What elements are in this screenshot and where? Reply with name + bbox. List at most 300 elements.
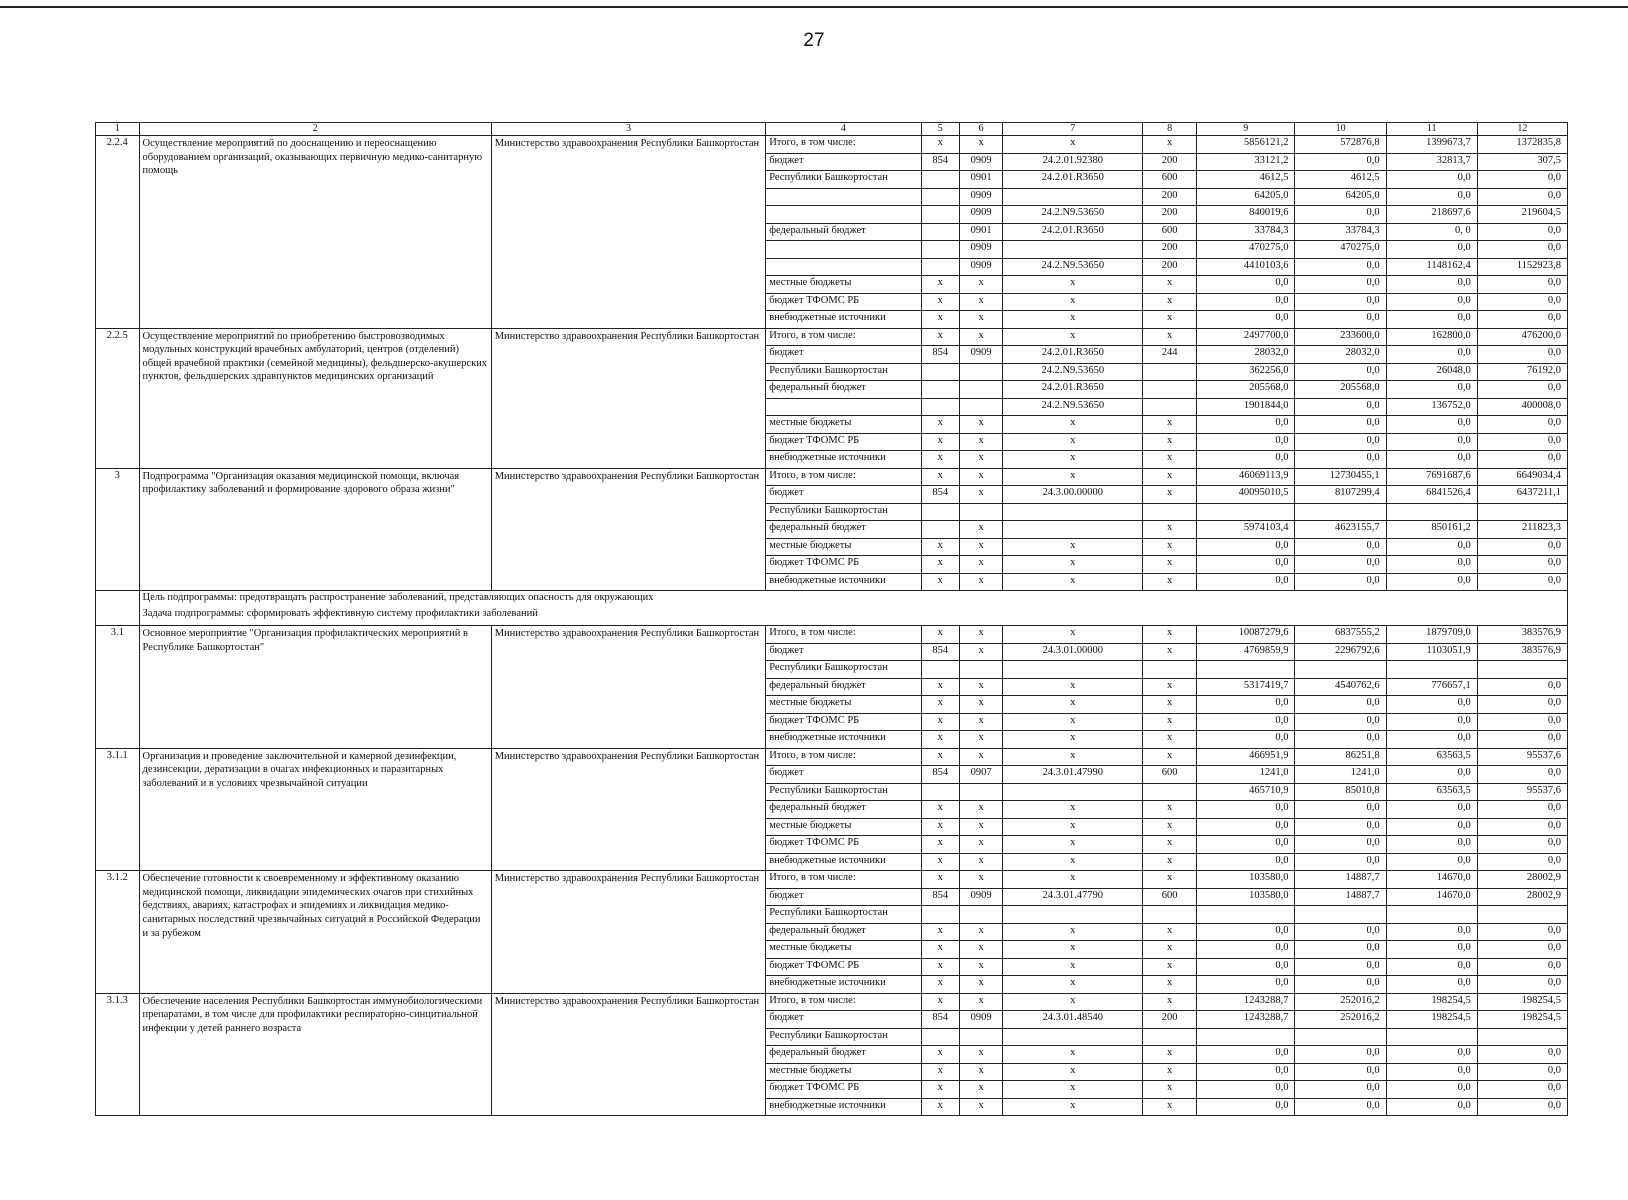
value-10-cell: 0,0	[1295, 1063, 1386, 1081]
code-7-cell: x	[1003, 818, 1143, 836]
value-10-cell: 0,0	[1295, 1081, 1386, 1099]
value-10-cell: 6837555,2	[1295, 626, 1386, 644]
code-5-cell	[921, 223, 959, 241]
code-5-cell: x	[921, 836, 959, 854]
code-8-cell: x	[1143, 328, 1197, 346]
value-10-cell: 0,0	[1295, 696, 1386, 714]
code-6-cell: 0901	[959, 223, 1003, 241]
value-9-cell: 0,0	[1197, 416, 1295, 434]
code-5-cell: 854	[921, 346, 959, 364]
value-9-cell: 470275,0	[1197, 241, 1295, 259]
code-8-cell: 200	[1143, 206, 1197, 224]
value-12-cell: 476200,0	[1477, 328, 1567, 346]
value-9-cell: 0,0	[1197, 451, 1295, 469]
code-6-cell: x	[959, 731, 1003, 749]
value-10-cell: 0,0	[1295, 923, 1386, 941]
value-12-cell: 0,0	[1477, 818, 1567, 836]
value-9-cell: 465710,9	[1197, 783, 1295, 801]
value-11-cell: 0,0	[1386, 1046, 1477, 1064]
item-number: 2.2.5	[96, 328, 140, 468]
value-9-cell: 0,0	[1197, 713, 1295, 731]
code-7-cell: x	[1003, 311, 1143, 329]
value-12-cell: 0,0	[1477, 188, 1567, 206]
source-cell: местные бюджеты	[766, 1063, 921, 1081]
column-header: 10	[1295, 123, 1386, 136]
code-8-cell: x	[1143, 941, 1197, 959]
value-12-cell: 6437211,1	[1477, 486, 1567, 504]
source-cell: федеральный бюджет	[766, 381, 921, 399]
code-8-cell: x	[1143, 643, 1197, 661]
code-7-cell	[1003, 188, 1143, 206]
code-8-cell: 600	[1143, 223, 1197, 241]
value-10-cell: 252016,2	[1295, 1011, 1386, 1029]
value-11-cell: 0,0	[1386, 958, 1477, 976]
code-8-cell: x	[1143, 801, 1197, 819]
code-5-cell: x	[921, 328, 959, 346]
code-5-cell: 854	[921, 153, 959, 171]
code-6-cell: x	[959, 311, 1003, 329]
code-8-cell: x	[1143, 731, 1197, 749]
code-8-cell: x	[1143, 468, 1197, 486]
value-9-cell: 28032,0	[1197, 346, 1295, 364]
value-10-cell: 28032,0	[1295, 346, 1386, 364]
program-table	[95, 122, 1568, 1116]
code-8-cell: 200	[1143, 241, 1197, 259]
value-9-cell: 5317419,7	[1197, 678, 1295, 696]
column-number-header	[96, 123, 1568, 136]
value-12-cell: 400008,0	[1477, 398, 1567, 416]
value-10-cell: 0,0	[1295, 416, 1386, 434]
value-10-cell: 252016,2	[1295, 993, 1386, 1011]
value-10-cell: 0,0	[1295, 451, 1386, 469]
code-6-cell: x	[959, 801, 1003, 819]
code-6-cell	[959, 363, 1003, 381]
code-5-cell	[921, 521, 959, 539]
table-row	[96, 748, 1568, 766]
code-7-cell: 24.3.01.48540	[1003, 1011, 1143, 1029]
value-9-cell: 33121,2	[1197, 153, 1295, 171]
item-description: Обеспечение населения Республики Башкортостан иммунобиологическими препаратами, в том числе для профилактики респираторно-синцитиальной инфекции у детей раннего возраста	[139, 993, 491, 1116]
value-10-cell: 4540762,6	[1295, 678, 1386, 696]
code-6-cell	[959, 381, 1003, 399]
code-6-cell	[959, 503, 1003, 521]
code-7-cell: x	[1003, 958, 1143, 976]
source-cell	[766, 398, 921, 416]
value-11-cell: 218697,6	[1386, 206, 1477, 224]
top-border-line	[0, 6, 1628, 8]
code-8-cell	[1143, 381, 1197, 399]
code-8-cell: x	[1143, 923, 1197, 941]
value-12-cell: 1152923,8	[1477, 258, 1567, 276]
value-12-cell	[1477, 503, 1567, 521]
code-8-cell: 244	[1143, 346, 1197, 364]
code-8-cell: x	[1143, 626, 1197, 644]
value-9-cell: 5856121,2	[1197, 136, 1295, 154]
column-header: 4	[766, 123, 921, 136]
value-10-cell: 0,0	[1295, 363, 1386, 381]
value-11-cell: 0,0	[1386, 293, 1477, 311]
value-12-cell: 198254,5	[1477, 1011, 1567, 1029]
value-12-cell: 0,0	[1477, 573, 1567, 591]
code-6-cell: x	[959, 468, 1003, 486]
value-9-cell: 0,0	[1197, 433, 1295, 451]
goal-blank-cell	[96, 591, 140, 626]
code-7-cell: x	[1003, 1098, 1143, 1116]
source-cell: местные бюджеты	[766, 941, 921, 959]
value-12-cell: 219604,5	[1477, 206, 1567, 224]
value-12-cell: 0,0	[1477, 556, 1567, 574]
column-header: 9	[1197, 123, 1295, 136]
code-8-cell: x	[1143, 311, 1197, 329]
code-5-cell	[921, 258, 959, 276]
value-9-cell: 0,0	[1197, 958, 1295, 976]
value-9-cell: 0,0	[1197, 941, 1295, 959]
value-11-cell: 14670,0	[1386, 888, 1477, 906]
code-7-cell: x	[1003, 573, 1143, 591]
code-8-cell: x	[1143, 713, 1197, 731]
value-12-cell: 0,0	[1477, 976, 1567, 994]
code-6-cell: 0909	[959, 206, 1003, 224]
value-12-cell: 0,0	[1477, 171, 1567, 189]
code-5-cell	[921, 661, 959, 679]
code-6-cell	[959, 398, 1003, 416]
value-11-cell: 1103051,9	[1386, 643, 1477, 661]
code-5-cell	[921, 363, 959, 381]
value-10-cell: 14887,7	[1295, 871, 1386, 889]
value-11-cell: 32813,7	[1386, 153, 1477, 171]
value-10-cell: 0,0	[1295, 433, 1386, 451]
value-9-cell: 1243288,7	[1197, 1011, 1295, 1029]
item-executor: Министерство здравоохранения Республики Башкортостан	[491, 328, 766, 468]
code-5-cell: x	[921, 293, 959, 311]
value-11-cell: 0,0	[1386, 188, 1477, 206]
value-9-cell: 0,0	[1197, 836, 1295, 854]
code-6-cell: x	[959, 871, 1003, 889]
code-6-cell: x	[959, 958, 1003, 976]
value-11-cell: 0,0	[1386, 696, 1477, 714]
source-cell: внебюджетные источники	[766, 311, 921, 329]
value-12-cell: 307,5	[1477, 153, 1567, 171]
code-6-cell: x	[959, 923, 1003, 941]
table-row	[96, 136, 1568, 154]
code-8-cell: x	[1143, 696, 1197, 714]
source-cell: федеральный бюджет	[766, 801, 921, 819]
value-11-cell: 0,0	[1386, 171, 1477, 189]
subprogram-goal: Цель подпрограммы: предотвращать распространение заболеваний, представляющих опасность для окружающих	[142, 592, 654, 603]
value-9-cell: 5974103,4	[1197, 521, 1295, 539]
item-executor: Министерство здравоохранения Республики Башкортостан	[491, 993, 766, 1116]
code-7-cell: x	[1003, 748, 1143, 766]
value-9-cell: 0,0	[1197, 696, 1295, 714]
code-7-cell: 24.2.01.R3650	[1003, 171, 1143, 189]
code-7-cell: 24.3.01.00000	[1003, 643, 1143, 661]
source-cell: Республики Башкортостан	[766, 661, 921, 679]
code-7-cell: 24.2.01.R3650	[1003, 381, 1143, 399]
code-6-cell	[959, 783, 1003, 801]
source-cell: внебюджетные источники	[766, 1098, 921, 1116]
value-9-cell: 33784,3	[1197, 223, 1295, 241]
value-10-cell	[1295, 503, 1386, 521]
code-7-cell: x	[1003, 626, 1143, 644]
code-8-cell: x	[1143, 538, 1197, 556]
code-5-cell	[921, 783, 959, 801]
code-5-cell: x	[921, 451, 959, 469]
code-7-cell: 24.2.01.R3650	[1003, 346, 1143, 364]
item-description: Подпрограмма "Организация оказания медицинской помощи, включая профилактику заболеваний и формирование здорового образа жизни"	[139, 468, 491, 591]
value-12-cell: 0,0	[1477, 1098, 1567, 1116]
item-executor: Министерство здравоохранения Республики Башкортостан	[491, 748, 766, 871]
source-cell: местные бюджеты	[766, 818, 921, 836]
value-10-cell: 64205,0	[1295, 188, 1386, 206]
code-7-cell	[1003, 783, 1143, 801]
source-cell: федеральный бюджет	[766, 1046, 921, 1064]
source-cell: бюджет ТФОМС РБ	[766, 958, 921, 976]
code-5-cell: 854	[921, 1011, 959, 1029]
value-12-cell: 1372835,8	[1477, 136, 1567, 154]
item-number: 3.1.1	[96, 748, 140, 871]
code-5-cell: x	[921, 276, 959, 294]
code-8-cell: x	[1143, 276, 1197, 294]
value-12-cell: 0,0	[1477, 958, 1567, 976]
code-5-cell: x	[921, 416, 959, 434]
code-8-cell	[1143, 661, 1197, 679]
source-cell: местные бюджеты	[766, 538, 921, 556]
value-10-cell: 4612,5	[1295, 171, 1386, 189]
code-5-cell: x	[921, 678, 959, 696]
value-9-cell: 0,0	[1197, 1063, 1295, 1081]
value-11-cell: 0,0	[1386, 1081, 1477, 1099]
code-5-cell: x	[921, 748, 959, 766]
source-cell: бюджет ТФОМС РБ	[766, 713, 921, 731]
item-description: Организация и проведение заключительной и камерной дезинфекции, дезинсекции, дератизации в очагах инфекционных и паразитарных заболеваний и в условиях чрезвычайной ситуации	[139, 748, 491, 871]
value-10-cell: 572876,8	[1295, 136, 1386, 154]
value-11-cell: 0,0	[1386, 381, 1477, 399]
value-12-cell: 0,0	[1477, 293, 1567, 311]
item-description: Осуществление мероприятий по приобретению быстровозводимых модульных конструкций врачебных амбулаторий, центров (отделений) общей врачебной практики (семейной медицины), фельдшерско-акушерских пунктов, фельдшерских здравпунктов медицинских организаций	[139, 328, 491, 468]
code-8-cell: x	[1143, 416, 1197, 434]
item-executor: Министерство здравоохранения Республики Башкортостан	[491, 871, 766, 994]
code-7-cell: x	[1003, 136, 1143, 154]
value-10-cell: 0,0	[1295, 836, 1386, 854]
code-5-cell: x	[921, 818, 959, 836]
value-10-cell: 0,0	[1295, 153, 1386, 171]
code-6-cell	[959, 906, 1003, 924]
value-12-cell: 198254,5	[1477, 993, 1567, 1011]
value-11-cell: 0,0	[1386, 801, 1477, 819]
value-12-cell: 0,0	[1477, 346, 1567, 364]
code-6-cell: x	[959, 643, 1003, 661]
value-9-cell	[1197, 503, 1295, 521]
source-cell: Итого, в том числе:	[766, 993, 921, 1011]
value-10-cell: 0,0	[1295, 976, 1386, 994]
value-12-cell: 0,0	[1477, 941, 1567, 959]
value-9-cell: 46069113,9	[1197, 468, 1295, 486]
value-9-cell: 0,0	[1197, 293, 1295, 311]
code-8-cell: 200	[1143, 153, 1197, 171]
code-7-cell	[1003, 906, 1143, 924]
item-number: 3.1.3	[96, 993, 140, 1116]
value-11-cell	[1386, 661, 1477, 679]
code-7-cell: x	[1003, 1063, 1143, 1081]
value-11-cell: 0,0	[1386, 731, 1477, 749]
value-11-cell: 14670,0	[1386, 871, 1477, 889]
code-5-cell: 854	[921, 766, 959, 784]
value-9-cell: 362256,0	[1197, 363, 1295, 381]
code-7-cell: x	[1003, 1046, 1143, 1064]
source-cell	[766, 258, 921, 276]
value-10-cell	[1295, 1028, 1386, 1046]
code-7-cell: x	[1003, 433, 1143, 451]
code-7-cell: x	[1003, 923, 1143, 941]
code-8-cell: 200	[1143, 1011, 1197, 1029]
code-6-cell: x	[959, 136, 1003, 154]
code-8-cell	[1143, 363, 1197, 381]
value-9-cell: 4769859,9	[1197, 643, 1295, 661]
goal-cell	[139, 591, 1568, 626]
code-7-cell: 24.2.N9.53650	[1003, 206, 1143, 224]
value-11-cell	[1386, 1028, 1477, 1046]
value-10-cell: 0,0	[1295, 958, 1386, 976]
code-8-cell: 600	[1143, 766, 1197, 784]
code-7-cell: x	[1003, 696, 1143, 714]
value-12-cell: 28002,9	[1477, 871, 1567, 889]
value-11-cell: 0,0	[1386, 538, 1477, 556]
value-11-cell: 26048,0	[1386, 363, 1477, 381]
code-6-cell	[959, 661, 1003, 679]
source-cell: Итого, в том числе:	[766, 468, 921, 486]
value-11-cell: 0,0	[1386, 818, 1477, 836]
code-7-cell: 24.3.01.47990	[1003, 766, 1143, 784]
code-6-cell: x	[959, 521, 1003, 539]
value-10-cell: 470275,0	[1295, 241, 1386, 259]
code-8-cell: x	[1143, 136, 1197, 154]
code-7-cell	[1003, 503, 1143, 521]
code-5-cell: x	[921, 311, 959, 329]
value-9-cell: 0,0	[1197, 538, 1295, 556]
code-5-cell: x	[921, 853, 959, 871]
source-cell	[766, 241, 921, 259]
code-7-cell: x	[1003, 328, 1143, 346]
code-7-cell: x	[1003, 801, 1143, 819]
source-cell: Республики Башкортостан	[766, 783, 921, 801]
value-10-cell: 8107299,4	[1295, 486, 1386, 504]
column-header: 5	[921, 123, 959, 136]
value-11-cell: 850161,2	[1386, 521, 1477, 539]
value-11-cell: 63563,5	[1386, 748, 1477, 766]
column-header: 11	[1386, 123, 1477, 136]
table-row	[96, 468, 1568, 486]
value-9-cell: 0,0	[1197, 1098, 1295, 1116]
value-10-cell: 1241,0	[1295, 766, 1386, 784]
value-12-cell: 0,0	[1477, 241, 1567, 259]
source-cell: федеральный бюджет	[766, 223, 921, 241]
item-executor: Министерство здравоохранения Республики Башкортостан	[491, 468, 766, 591]
value-12-cell: 0,0	[1477, 836, 1567, 854]
value-11-cell: 162800,0	[1386, 328, 1477, 346]
value-10-cell	[1295, 906, 1386, 924]
code-5-cell: x	[921, 626, 959, 644]
code-8-cell	[1143, 783, 1197, 801]
value-9-cell: 840019,6	[1197, 206, 1295, 224]
code-7-cell	[1003, 661, 1143, 679]
value-11-cell: 1879709,0	[1386, 626, 1477, 644]
source-cell	[766, 206, 921, 224]
code-5-cell	[921, 1028, 959, 1046]
value-11-cell: 0,0	[1386, 941, 1477, 959]
code-8-cell: x	[1143, 433, 1197, 451]
item-executor: Министерство здравоохранения Республики Башкортостан	[491, 136, 766, 329]
code-5-cell: x	[921, 1063, 959, 1081]
source-cell: бюджет ТФОМС РБ	[766, 433, 921, 451]
value-11-cell: 0,0	[1386, 853, 1477, 871]
code-8-cell: x	[1143, 678, 1197, 696]
value-9-cell	[1197, 1028, 1295, 1046]
code-6-cell: 0907	[959, 766, 1003, 784]
code-7-cell: x	[1003, 993, 1143, 1011]
value-9-cell	[1197, 906, 1295, 924]
value-9-cell: 4612,5	[1197, 171, 1295, 189]
value-11-cell: 0,0	[1386, 416, 1477, 434]
value-12-cell: 0,0	[1477, 223, 1567, 241]
value-11-cell: 198254,5	[1386, 993, 1477, 1011]
code-6-cell: x	[959, 1063, 1003, 1081]
code-6-cell: x	[959, 626, 1003, 644]
value-11-cell: 0,0	[1386, 766, 1477, 784]
column-header: 1	[96, 123, 140, 136]
code-6-cell: x	[959, 748, 1003, 766]
code-7-cell: 24.3.01.47790	[1003, 888, 1143, 906]
code-7-cell: x	[1003, 871, 1143, 889]
source-cell: Республики Башкортостан	[766, 906, 921, 924]
value-10-cell: 205568,0	[1295, 381, 1386, 399]
code-8-cell: x	[1143, 573, 1197, 591]
code-8-cell: x	[1143, 748, 1197, 766]
code-5-cell	[921, 171, 959, 189]
value-10-cell: 85010,8	[1295, 783, 1386, 801]
value-9-cell: 1243288,7	[1197, 993, 1295, 1011]
value-11-cell: 776657,1	[1386, 678, 1477, 696]
value-12-cell: 0,0	[1477, 276, 1567, 294]
value-10-cell: 0,0	[1295, 801, 1386, 819]
value-10-cell: 0,0	[1295, 538, 1386, 556]
source-cell: внебюджетные источники	[766, 731, 921, 749]
code-5-cell: x	[921, 871, 959, 889]
source-cell: внебюджетные источники	[766, 853, 921, 871]
code-5-cell: x	[921, 573, 959, 591]
table-row	[96, 328, 1568, 346]
item-number: 3.1	[96, 626, 140, 749]
code-6-cell	[959, 1028, 1003, 1046]
source-cell: Республики Башкортостан	[766, 1028, 921, 1046]
code-7-cell: x	[1003, 836, 1143, 854]
code-6-cell: x	[959, 678, 1003, 696]
code-6-cell: x	[959, 696, 1003, 714]
code-8-cell: x	[1143, 976, 1197, 994]
code-8-cell: 600	[1143, 171, 1197, 189]
code-6-cell: x	[959, 276, 1003, 294]
value-9-cell: 0,0	[1197, 311, 1295, 329]
item-number: 3.1.2	[96, 871, 140, 994]
code-7-cell: x	[1003, 853, 1143, 871]
value-9-cell: 4410103,6	[1197, 258, 1295, 276]
code-6-cell: 0909	[959, 258, 1003, 276]
item-number: 3	[96, 468, 140, 591]
value-12-cell: 0,0	[1477, 433, 1567, 451]
value-9-cell: 103580,0	[1197, 871, 1295, 889]
code-8-cell: 200	[1143, 188, 1197, 206]
value-9-cell: 0,0	[1197, 1046, 1295, 1064]
code-7-cell	[1003, 241, 1143, 259]
